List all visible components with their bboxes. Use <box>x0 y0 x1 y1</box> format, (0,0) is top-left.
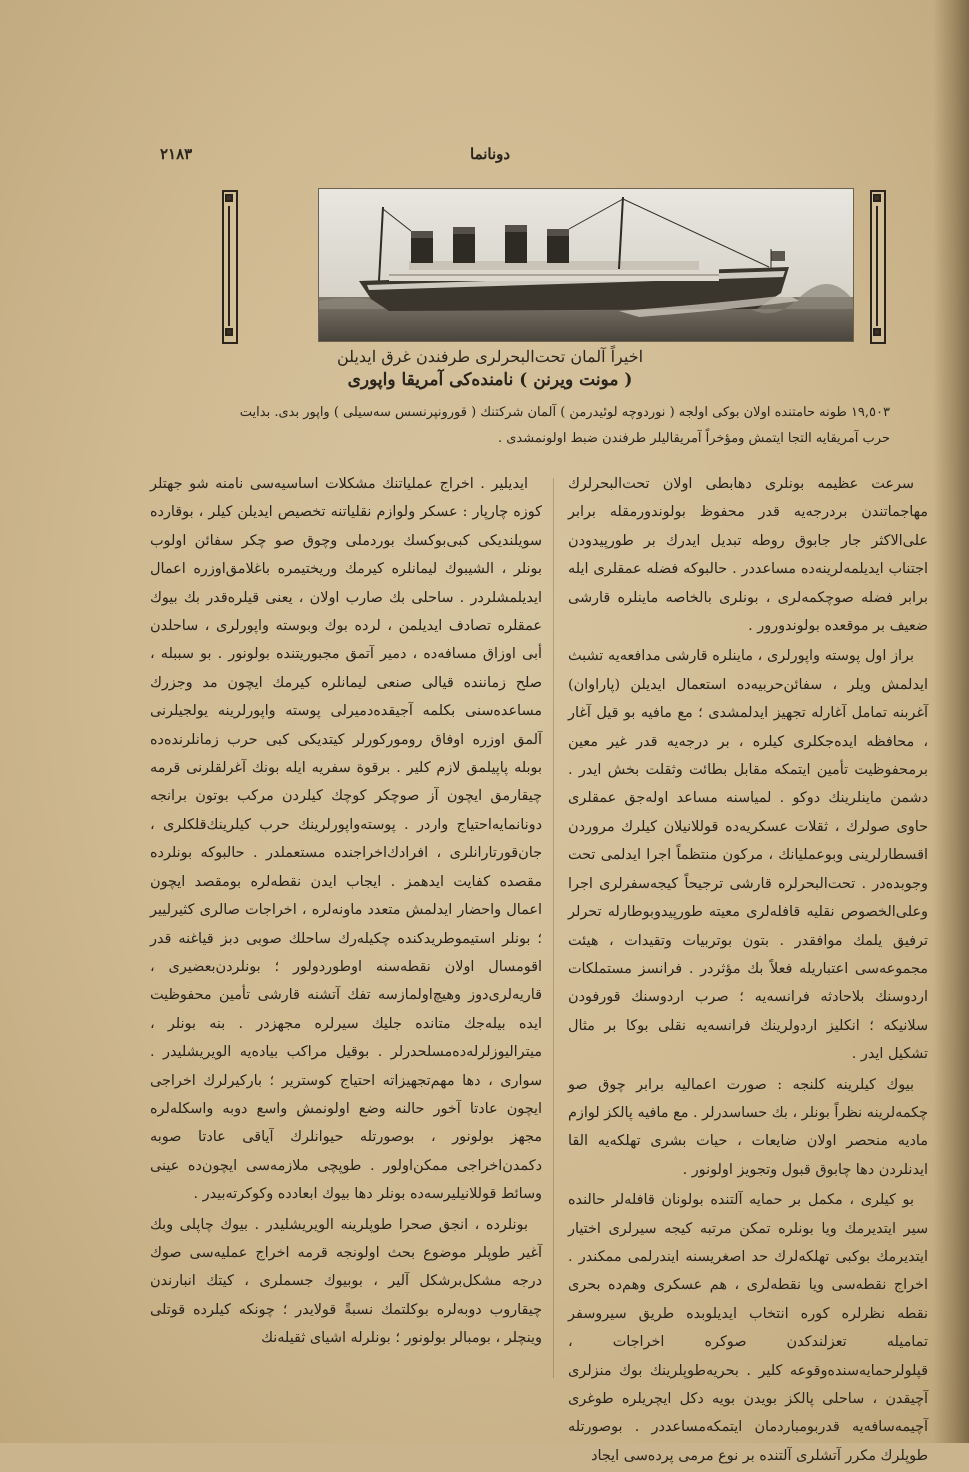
paragraph: بيوك كيلرينه كلنجه : صورت اعماليه برابر چوق صو چكمه‌لرينه نظراً بونلر ، بك حساسدرلر . مع مافيه پالكز لوازم ماديه منحصر اولان ضايعات ، حيات بشرى تهلكه‌يه القا ايدنلردن دها چابوق قبول وتجويز اولونور . <box>568 1076 928 1178</box>
paragraph: بو كيلرى ، مكمل بر حمايه آلتنده بولونان قافله‌لر حالنده سير ايتديرمك ويا بونلره تمكن مرتبه كيجه سيرلرى اختيار ايتديرمك بوكبى تهلكه‌لرك حد اصغريسنه ايندرلمى ممكندر . اخراج نقطه‌سى ويا نقطه‌لرى ، هم عسكرى وهم‌ده بحرى نقطه نظرلره كوره انتخاب ايديلوبده طريق سيروسفر تماميله تعزلندكدن صوكره اخراجات ، قپلولرحمايه‌سنده‌وقوعه كلير . بحريه‌طوپلرينك بوك منزلرى آچيقدن ، ساحلى پالكز بويدن بويه دكل ايچريلره طوغرى آچيمه‌سافه‌يه قدربومباردمان ايتمكه‌مساعددر . بوصورتله طوپلرك مكرر آتشلرى آلتنده بر نوع مرمى پرده‌سى ايجاد <box>568 1192 928 1464</box>
column-divider <box>553 478 554 1378</box>
running-title: دونانما <box>470 145 511 163</box>
ship-photograph <box>318 188 854 342</box>
figure-note-line-2: حرب آمريقايه التجا ايتمش ومؤخراً آمريقاليلر طرفندن ضبط اولونمشدى . <box>497 431 890 446</box>
paragraph: ايديلير . اخراج عملياتنك مشكلات اساسيه‌سى نامنه شو جهتلر كوزه چارپار : عسكر ولوازم نقلياتنه تخصيص ايديلن كيلر ، بوقارده سويلنديكى كبى‌بوكسك بوردملى وچوق صو چكر سفائن اولوب بونلر ، الشيبوك ليمانلره كيرمك وريختيمره باغلامق‌اوزره اعمال ايديلمشلردر . ساحلى بك صارب اولان ، يعنى قيلره‌قدر بك بيوك عمقلره تصادف ايديلمن ، لرده بوك وبوسته واپورلرى ، ساحلدن أبى اوزاق مسافه‌ده ، دمير آتمق مجبوريتنده بولونور . بو سببله ، صلح زماننده قيالى صنعى ليمانلره كيرمك ايچون مد وجزرك مساعده‌سنى بكلمه آجيقده‌دميرلى پوسته واپورلرينه يولجيلرنى آلمق اوزره اوفاق روموركورلر كيتديكى كبى حرب زمانلرنده‌ده بوبله پاپيلمق لازم كلير . برقوة سفريه ايله بونك آغرلقلرنى قرمه چيقارمق ايچون آز صوچكر كوچك كيلردن مركب بوتون برانجه دونانمايه‌احتياج واردر . پوسته‌واپورلرينك حرب كيلرينك‌قلكلرى ، جان‌قورتارانلرى ، افرادك‌اخراجنده مستعملدر . حالبوكه بونلرده مقصده كفايت ايدهمز . ايجاب ايدن نقطه‌لره بومقصد ايچون اعمال واحضار ايدلمش متعدد ماونه‌لره ، اخراجات صالرى كثيرليير ؛ بونلر استيموطريدكنده چكيله‌رك ساحلك صوبى دبز قياغنه قدر اقومسال اولان نقطه‌سنه اوطوردولور ؛ بونلردن‌بعضيرى ، قاريه‌لرى‌دوز وهيچ‌اولمازسه تفك آتشنه قارشى تأمين محفوظيت ايده بيله‌جك متانده جليك سيرلره مجهزدر . بنه بونلر ، ميتراليوزلرله‌ده‌مسلحدرلر . بوقيل مراكب بياده‌يه الويريشليدر . سوارى ، دها مهم‌تجهيزاته احتياج كوسترير ؛ باركيرلرك اخراجى ايچون عادتا آخور حالنه وضع اولونمش واسع دوبه واسكله‌لره مجهز بولونور ، بو‌صورتله حيوانلرك آياقى عادتا صوبه دكمدن‌اخراجى ممكن‌اولور . طوپچى ملازمه‌سى ايچون‌ده عينى وسائط قوللانيليرسه‌ده بونلر دها بيوك ابعادده وكوكرته‌بيدر . <box>150 476 542 1203</box>
article-column-right <box>568 470 928 1472</box>
caption-line-2: ( مونت ويرنن ) نامنده‌كى آمريقا واپورى <box>347 370 633 390</box>
article-column-left <box>150 470 542 1355</box>
paragraph: بونلرده ، انجق صحرا طوپلرينه الويريشليدر . بيوك چاپلى وبك آغير طوپلر موضوع بحث اولونجه قرمه اخراج عمليه‌سى صوك درجه مشكل‌برشكل آلير ، بوبيوك جسملرى ، كيتك انبارندن چيقاروب دوبه‌لره بوكلتمك نسبةً قولايدر ؛ چونكه كيلرده قوتلى وينچلر ، بومبالر بولونور ؛ بونلرله اشياى ثقيله‌نك <box>150 1216 542 1347</box>
left-ornament <box>222 190 238 344</box>
page-header <box>160 145 820 175</box>
page-number: ٢١٨٣ <box>160 145 193 163</box>
paragraph: سرعت عظيمه بونلرى دهابطى اولان تحت‌البحرلرك مهاجماتندن بردرجه‌يه قدر محفوظ بولوندورمقله برابر على‌الاكثر جار جابوق روطه تبديل ايدرك بر طورپيدودن اجتناب ايديلمه‌لرينه‌ده مساعددر . حالبوكه فضله عمقلرى ايله برابر فضله صوچكمه‌لرى ، بونلرى بالخاصه ماينلره قارشى ضعيف بر موقعده بولوندورور . <box>568 476 928 635</box>
caption-line-1: اخيراً آلمان تحت‌البحرلرى طرفندن غرق ايديلن <box>336 347 644 366</box>
figure-note-line-1: ١٩,٥٠٣ طونه حامتنده اولان بوكى اولجه ( نوردوچه لوئيدرمن ) آلمان شركتنك ( قورونپرنسس سه‌سيلى ) واپور بدى. بدايت <box>239 405 890 420</box>
paragraph: براز اول پوسته واپورلرى ، ماينلره قارشى مدافعه‌يه تشبث ايدلمش ويلر ، سفائن‌حربيه‌ده استعمال ايديلن (پاراوان) آغربنه تمامل آغارله تجهيز ايدلمشدى ؛ مع مافيه بو قيل آغار ، محافظه ايده‌جكلرى كيلره ، بر درجه‌يه قدر غير معين برمحفوظيت تأمين ايتمكه مقابل بطائت وثقلت بخش ايدر . دشمن ماينلرينك دوكو . لمياسنه مساعد اوله‌جق عمقلرى حاوى صولرك ، ثقلات عسكريه‌ده قوللانيلان كيلرك مروردن اقسطارلرينى وبوعمليانك ، مركون منتظماً اجرا ايدلمى تحت وجوبده‌در . تحت‌البحرلره قارشى ترجيحاً كيجه‌سفرلرى اجرا وعلى‌الخصوص نقليه قافله‌لرى معيته طورپيدوبوطارله تحرلر ترفيق يلمك موافقدر . بتون بوتربيات وتقيدات ، هيئت مجموعه‌سى اعتباريله فعلاً بك مؤثردر . فرانسز مستملكات اردوسنك بلاحادثه فرانسه‌يه ؛ صرب اردوسنك قورفودن سلانيكه ؛ انكليز اردولرينك فرانسه‌يه نقلى بوكا بر مثال تشكيل ايدر . <box>568 648 928 1063</box>
page-spine-shadow <box>933 0 969 1443</box>
figure-note <box>190 400 890 452</box>
ocean-liner-illustration <box>319 189 853 341</box>
figure-caption <box>160 346 820 392</box>
right-ornament <box>870 190 886 344</box>
